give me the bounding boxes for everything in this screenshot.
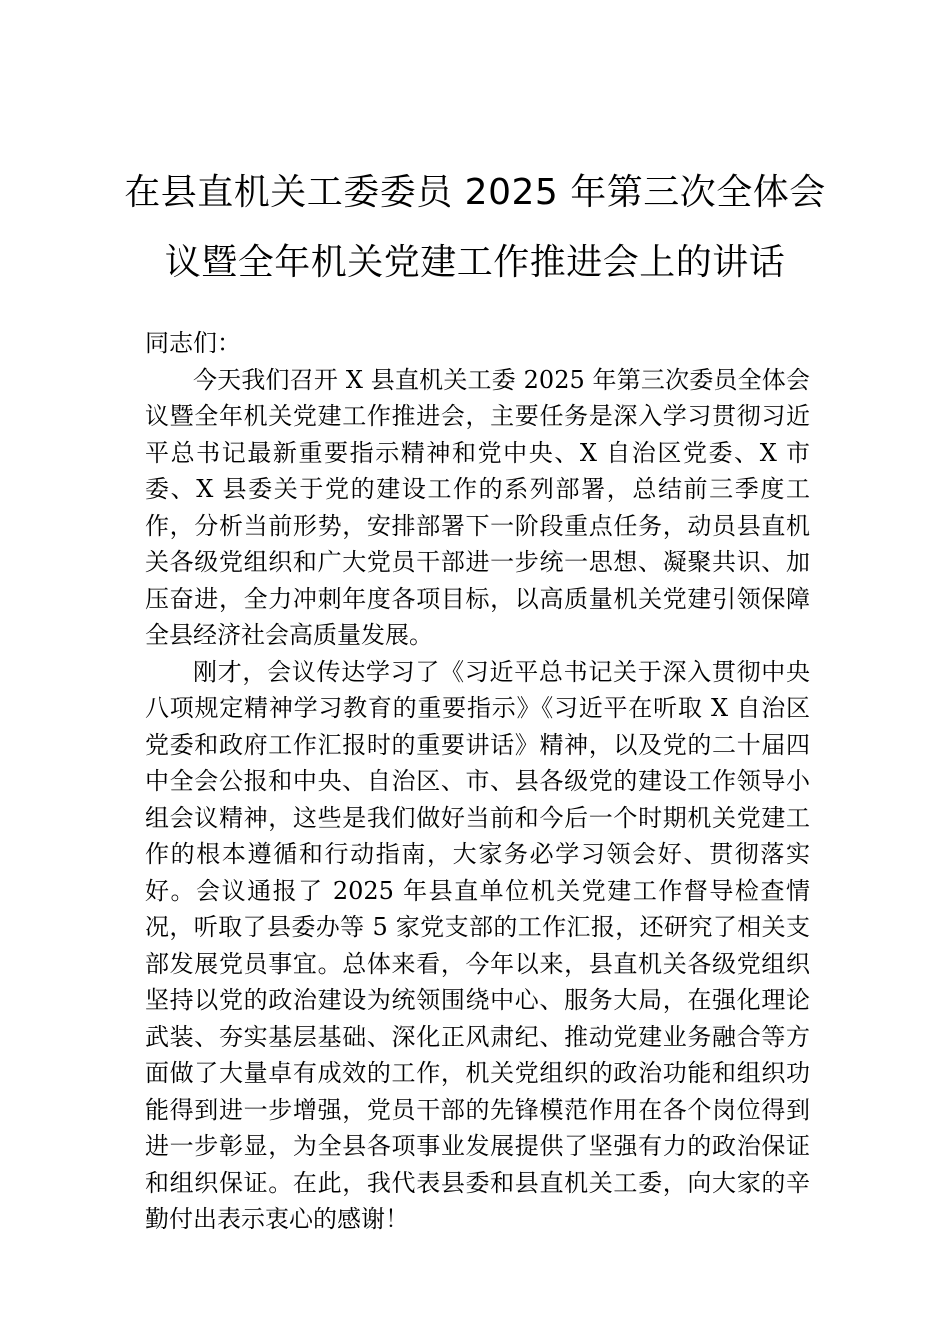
paragraph-2: 刚才，会议传达学习了《习近平总书记关于深入贯彻中央八项规定精神学习教育的重要指示》《习近平在听取 X 自治区党委和政府工作汇报时的重要讲话》精神，以及党的二十届四中全会公报和中央、自治区、市、县各级党的建设工作领导小组会议精神，这些是我们做好当前和今后一个时期机关党建工作的根本遵循和行动指南，大家务必学习领会好、贯彻落实好。会议通报了 2025 年县直单位机关党建工作督导检查情况，听取了县委办等 5 家党支部的工作汇报，还研究了相关支部发展党员事宜。总体来看，今年以来，县直机关各级党组织坚持以党的政治建设为统领围绕中心、服务大局，在强化理论武装、夯实基层基础、深化正风肃纪、推动党建业务融合等方面做了大量卓有成效的工作，机关党组织的政治功能和组织功能得到进一步增强，党员干部的先锋模范作用在各个岗位得到进一步彰显，为全县各项事业发展提供了坚强有力的政治保证和组织保证。在此，我代表县委和县直机关工委，向大家的辛勤付出表示衷心的感谢！ xyxy=(145,657,810,1233)
title-line-1: 在县直机关工委委员 2025 年第三次全体会 xyxy=(124,172,826,213)
title-line-2: 议暨全年机关党建工作推进会上的讲话 xyxy=(164,242,786,283)
document-body xyxy=(145,325,810,1238)
paragraph-1: 今天我们召开 X 县直机关工委 2025 年第三次委员全体会议暨全年机关党建工作推进会，主要任务是深入学习贯彻习近平总书记最新重要指示精神和党中央、X 自治区党委、X 市委、X 县委关于党的建设工作的系列部署，总结前三季度工作，分析当前形势，安排部署下一阶段重点任务，动员县直机关各级党组织和广大党员干部进一步统一思想、凝聚共识、加压奋进，全力冲刺年度各项目标，以高质量机关党建引领保障全县经济社会高质量发展。 xyxy=(145,365,810,649)
document-title xyxy=(120,158,830,298)
salutation: 同志们： xyxy=(145,329,241,357)
